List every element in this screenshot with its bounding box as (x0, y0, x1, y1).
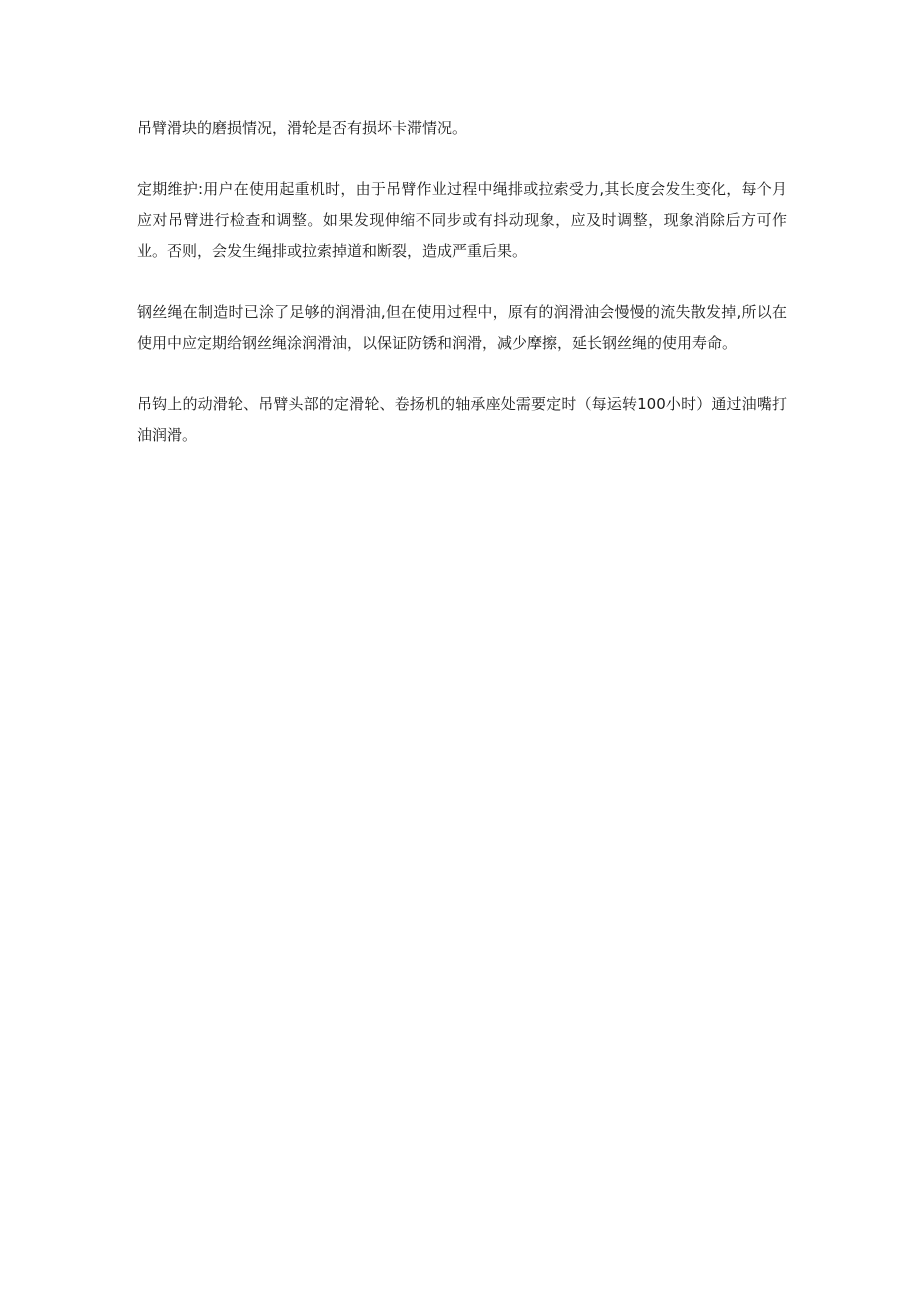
document-body (137, 113, 787, 481)
paragraph-pulley-lubrication: 吊钩上的动滑轮、吊臂头部的定滑轮、卷扬机的轴承座处需要定时（每运转100小时）通过油嘴打油润滑。 (137, 395, 787, 444)
paragraph-wire-rope-lubrication: 钢丝绳在制造时已涂了足够的润滑油,但在使用过程中，原有的润滑油会慢慢的流失散发掉,所以在使用中应定期给钢丝绳涂润滑油，以保证防锈和润滑，减少摩擦，延长钢丝绳的使用寿命。 (137, 303, 787, 352)
paragraph-slider-wear: 吊臂滑块的磨损情况，滑轮是否有损坏卡滞情况。 (137, 119, 468, 137)
paragraph-periodic-maintenance: 定期维护:用户在使用起重机时，由于吊臂作业过程中绳排或拉索受力,其长度会发生变化，每个月应对吊臂进行检查和调整。如果发现伸缩不同步或有抖动现象，应及时调整，现象消除后方可作业。否则，会发生绳排或拉索掉道和断裂，造成严重后果。 (137, 180, 787, 260)
